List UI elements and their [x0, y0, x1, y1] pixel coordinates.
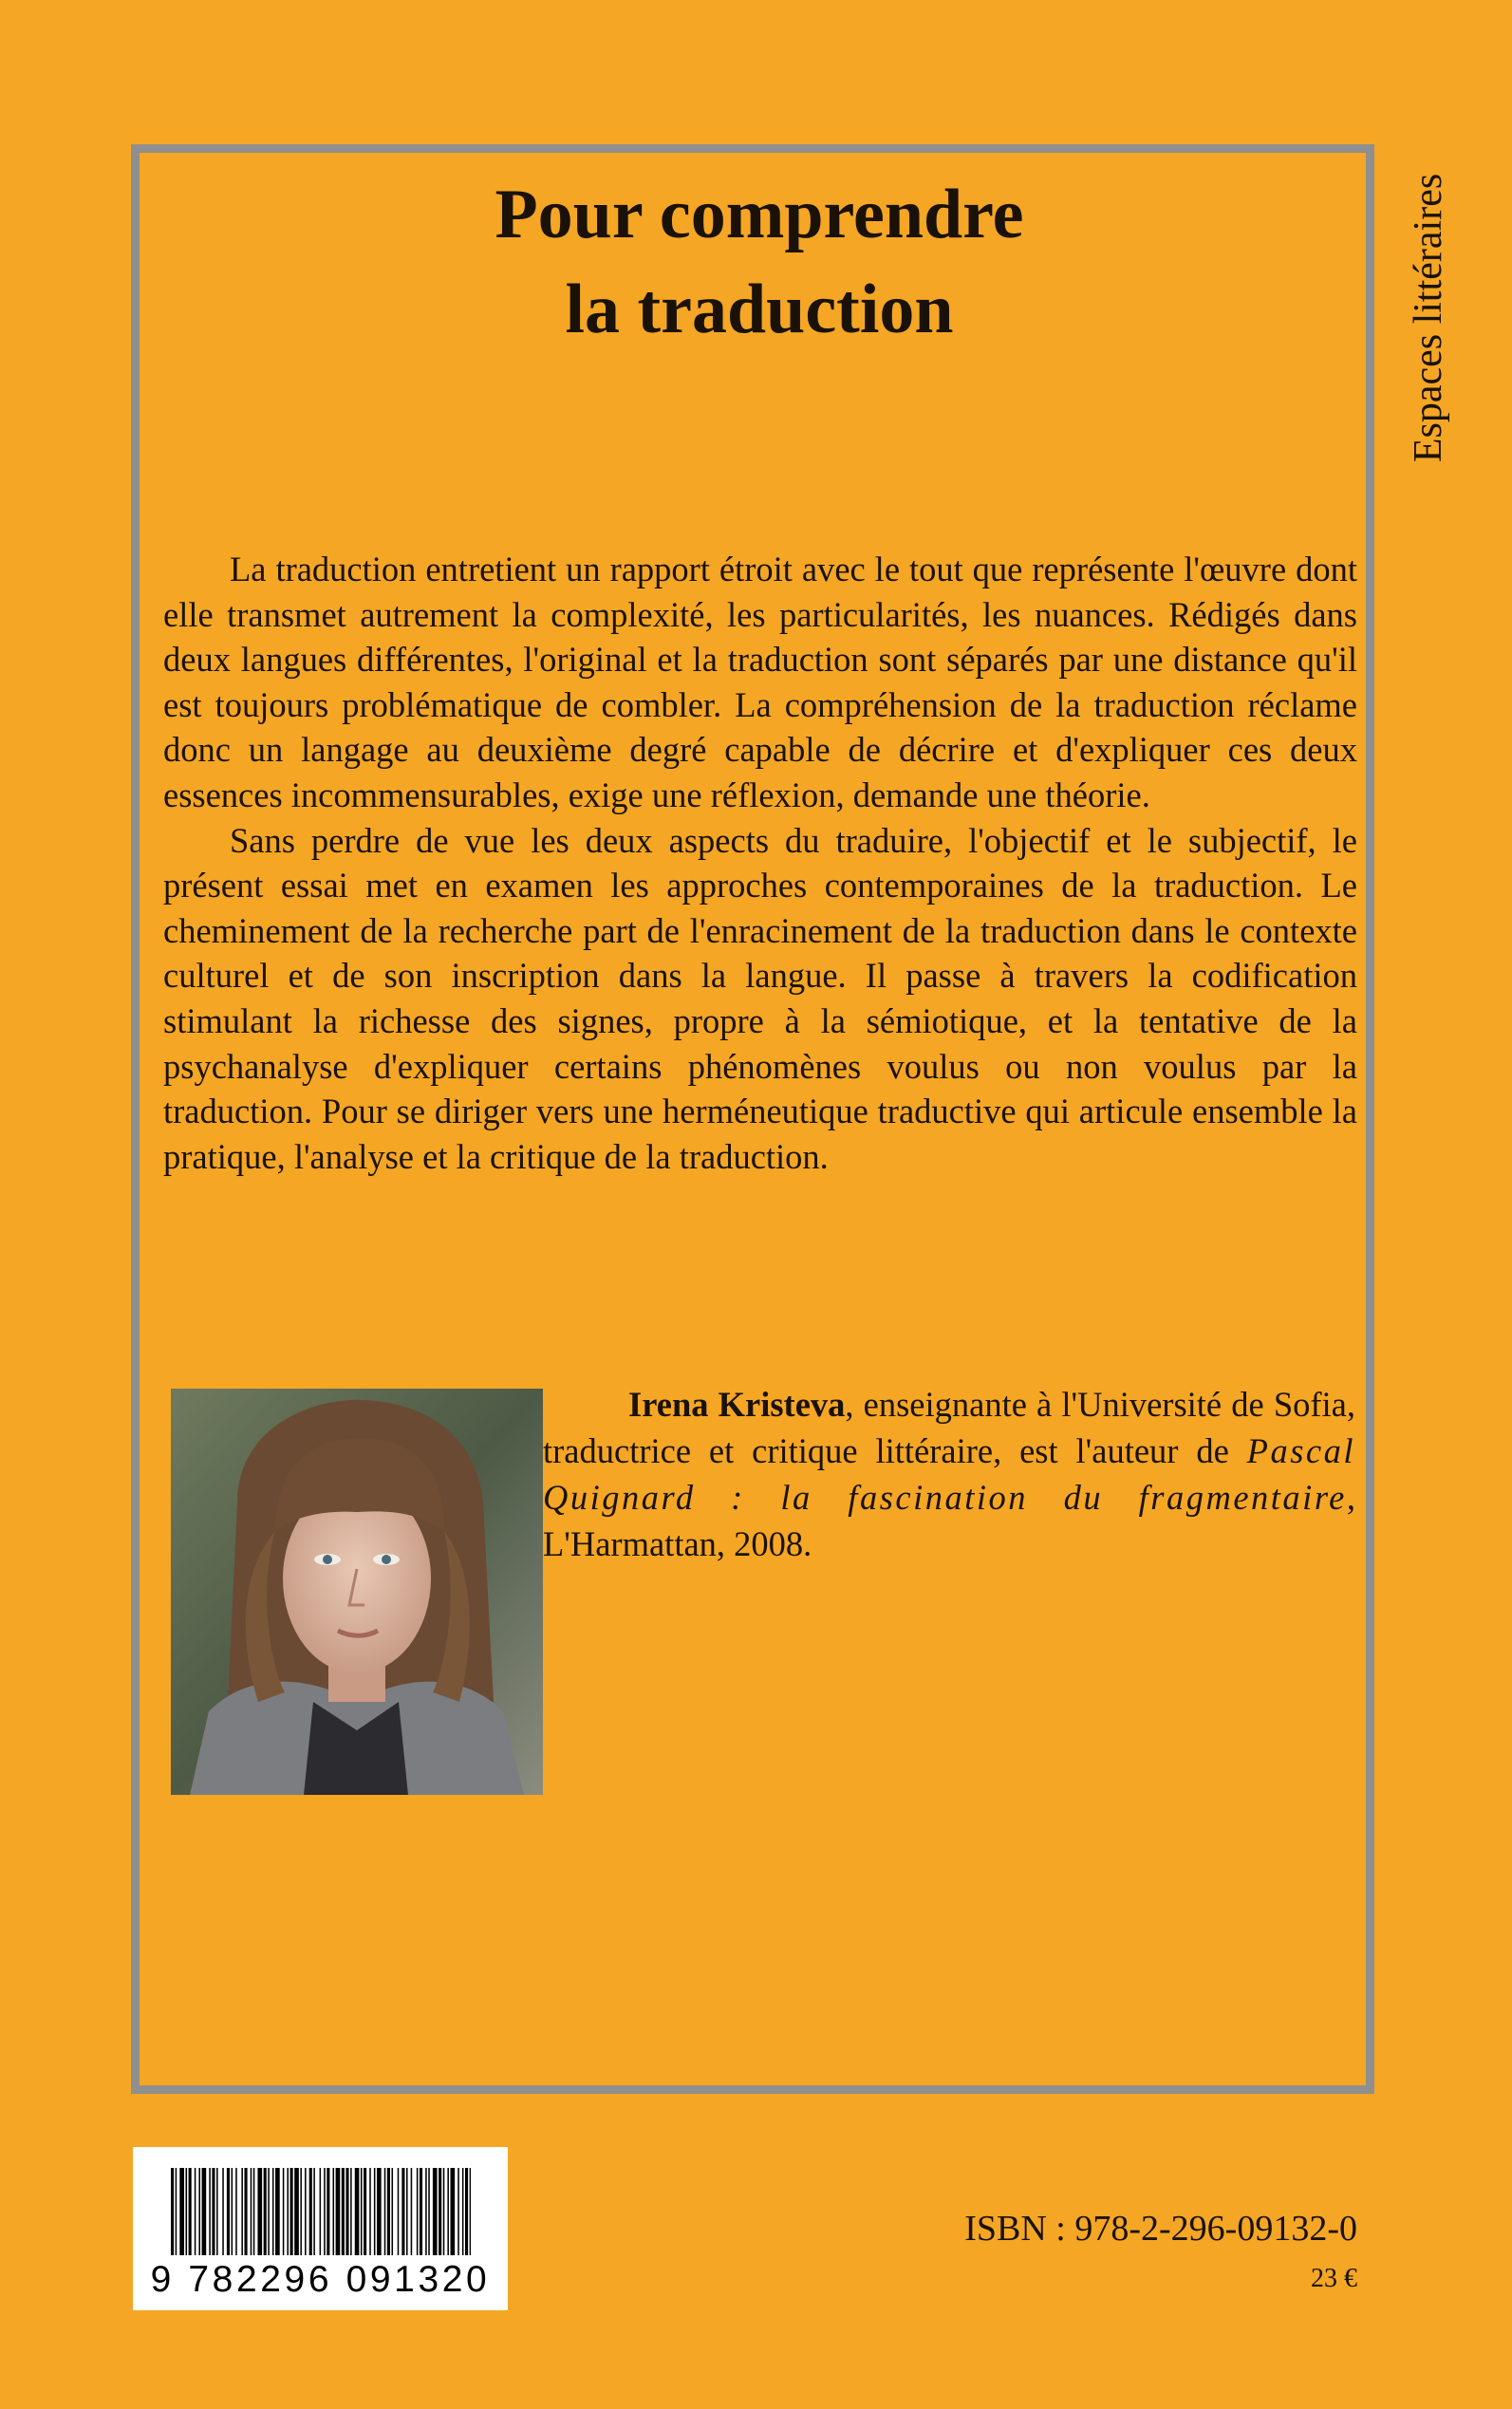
barcode-bar — [245, 2168, 248, 2255]
barcode-bar — [294, 2168, 299, 2255]
author-name: Irena Kristeva — [628, 1385, 846, 1424]
barcode-bar — [392, 2168, 394, 2255]
barcode-bar — [384, 2168, 386, 2255]
barcode-bar — [401, 2168, 404, 2255]
series-name — [1400, 138, 1457, 498]
barcode-bar — [171, 2168, 174, 2255]
barcode-bar — [420, 2168, 422, 2255]
barcode-bar — [176, 2168, 177, 2255]
barcode-bars — [171, 2168, 471, 2255]
barcode-bar — [305, 2168, 307, 2255]
barcode-bar — [300, 2168, 302, 2255]
barcode-bar — [189, 2168, 192, 2255]
isbn: ISBN : 978-2-296-09132-0 — [964, 2209, 1357, 2249]
barcode-bar — [324, 2168, 326, 2255]
barcode-bar — [433, 2168, 438, 2255]
barcode-bar — [336, 2168, 341, 2255]
barcode-bar — [333, 2168, 335, 2255]
barcode-bar — [264, 2168, 267, 2255]
barcode-bar — [377, 2168, 382, 2255]
author-bio-text — [543, 1381, 1355, 1567]
barcode-bar — [212, 2168, 215, 2255]
barcode-bar — [342, 2168, 345, 2255]
barcode-bar — [283, 2168, 285, 2255]
book-title — [142, 167, 1376, 357]
blurb-paragraph-1: La traduction entretient un rapport étroit avec le tout que représente l'œuvre dont elle transmet autrement la complexité, les particularités, les nuances. Rédigés dans deux langues différentes, l'original et la traduction sont séparés par une distance qu'il est toujours problématique de combler. La compréhension de la traduction réclame donc un langage au deuxième degré capable de décrire et d'expliquer ces deux essences incommensurables, exige une réflexion, demande une théorie. — [163, 550, 1357, 814]
barcode-bar — [251, 2168, 252, 2255]
barcode-bar — [465, 2168, 468, 2255]
barcode-bar — [232, 2168, 233, 2255]
barcode-bar — [253, 2168, 255, 2255]
barcode-bar — [309, 2168, 312, 2255]
barcode-bar — [439, 2168, 441, 2255]
barcode-bar — [320, 2168, 322, 2255]
barcode-bar — [411, 2168, 413, 2255]
barcode-digits: 9 782296 091320 — [150, 2259, 491, 2300]
author-bio — [543, 1381, 1355, 1567]
barcode-bar — [268, 2168, 270, 2255]
author-portrait-image — [171, 1389, 543, 1795]
barcode-bar — [374, 2168, 376, 2255]
barcode-bar — [209, 2168, 211, 2255]
barcode-bar — [241, 2168, 243, 2255]
barcode-bar — [406, 2168, 408, 2255]
barcode-bar — [195, 2168, 196, 2255]
author-bio-part-1: , enseignante à l'Université de Sofia, traductrice et critique littéraire, est l'auteur de — [543, 1385, 1355, 1470]
blurb-paragraph-2: Sans perdre de vue les deux aspects du traduire, l'objectif et le subjectif, le présent essai met en examen les approches contemporaines de la traduction. Le cheminement de la recherche part de l'enracinement de la traduction dans le contexte culturel et de son inscription dans la langue. Il passe à travers la codification stimulant la richesse des signes, propre à la sémiotique, et la tentative de la psychanalyse d'expliquer certains phénomènes voulus ou non voulus par la traduction. Pour se diriger vers une herméneutique traductive qui articule ensemble la pratique, l'analyse et la critique de la traduction. — [163, 820, 1357, 1176]
barcode-bar — [179, 2168, 184, 2255]
barcode-bar — [313, 2168, 315, 2255]
title-line-1: Pour comprendre — [495, 176, 1024, 253]
barcode-bar — [428, 2168, 430, 2255]
barcode-bar — [275, 2168, 280, 2255]
barcode-bar — [470, 2168, 471, 2255]
barcode-bar — [443, 2168, 445, 2255]
barcode-bar — [355, 2168, 360, 2255]
barcode-bar — [387, 2168, 390, 2255]
barcode-bar — [227, 2168, 230, 2255]
barcode-bar — [369, 2168, 371, 2255]
barcode-bar — [272, 2168, 274, 2255]
barcode-bar — [350, 2168, 352, 2255]
barcode-bar — [290, 2168, 293, 2255]
barcode-bar — [364, 2168, 366, 2255]
barcode-bar — [457, 2168, 459, 2255]
barcode-bar — [361, 2168, 363, 2255]
barcode-bar — [287, 2168, 289, 2255]
price: 23 € — [1311, 2264, 1357, 2293]
barcode-bar — [222, 2168, 224, 2255]
title-line-2: la traduction — [565, 271, 954, 348]
barcode-bar — [186, 2168, 188, 2255]
barcode-bar — [447, 2168, 449, 2255]
blurb — [163, 547, 1357, 1179]
barcode-bar — [425, 2168, 427, 2255]
barcode-bar — [216, 2168, 218, 2255]
author-book-title: Pascal Quignard : la fascination du fragmentaire — [543, 1431, 1355, 1517]
barcode-bar — [462, 2168, 464, 2255]
barcode-bar — [235, 2168, 237, 2255]
barcode-bar — [398, 2168, 400, 2255]
barcode-bar — [202, 2168, 207, 2255]
barcode — [133, 2147, 508, 2310]
barcode-bar — [417, 2168, 419, 2255]
barcode-bar — [345, 2168, 348, 2255]
barcode-bar — [198, 2168, 200, 2255]
series-name-text: Espaces littéraires — [1407, 173, 1450, 463]
barcode-bar — [327, 2168, 329, 2255]
author-bio-part-2: , L'Harmattan, 2008. — [543, 1478, 1355, 1563]
barcode-bar — [451, 2168, 456, 2255]
barcode-bar — [257, 2168, 262, 2255]
author-photo — [171, 1389, 543, 1795]
